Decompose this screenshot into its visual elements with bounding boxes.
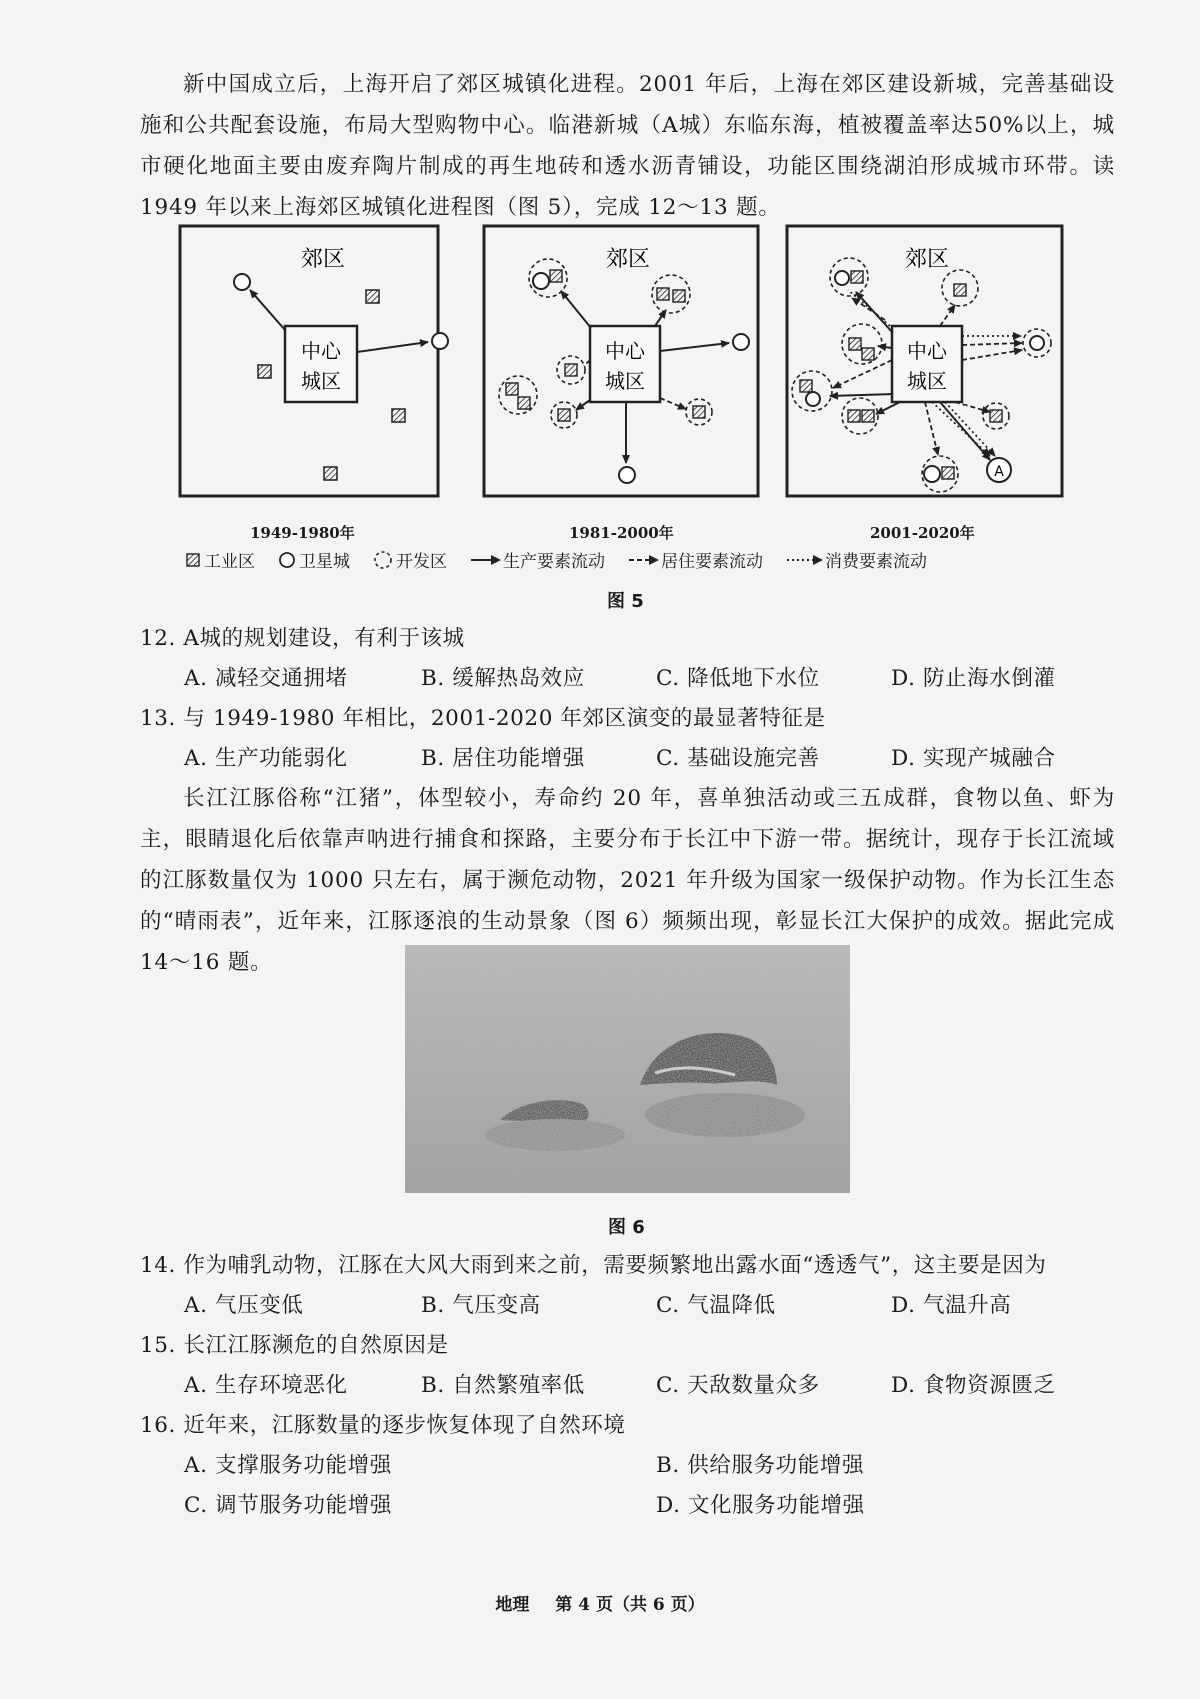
legend-residential: 居住要素流动 [627, 547, 763, 572]
suburb-label: 郊区 [300, 247, 346, 272]
q15-option-a: A. 生存环境恶化 [184, 1373, 348, 1398]
q16-option-d: D. 文化服务功能增强 [656, 1493, 865, 1518]
question-12-stem: 12. A城的规划建设，有利于该城 [140, 626, 465, 651]
center-label-2: 城区 [605, 369, 645, 393]
center-label-1: 中心 [907, 339, 947, 363]
center-label-1: 中心 [301, 339, 341, 363]
panel-2001-2020 [787, 226, 1062, 496]
q16-option-a: A. 支撑服务功能增强 [184, 1453, 392, 1478]
q15-option-d: D. 食物资源匮乏 [891, 1373, 1056, 1398]
q16-option-c: C. 调节服务功能增强 [184, 1493, 392, 1518]
q12-option-a: A. 减轻交通拥堵 [184, 666, 348, 691]
panel-caption-3: 2001-2020年 [870, 524, 975, 542]
suburb-label: 郊区 [904, 247, 950, 272]
q14-option-c: C. 气温降低 [656, 1293, 776, 1318]
q12-option-d: D. 防止海水倒灌 [891, 666, 1056, 691]
solid-arrow-icon [469, 553, 503, 567]
intro-paragraph-1: 新中国成立后，上海开启了郊区城镇化进程。2001 年后，上海在郊区建设新城，完善基础设施和公共配套设施，布局大型购物中心。临港新城（A城）东临东海，植被覆盖率达50%以上，城市硬化地面主要由废弃陶片制成的再生地砖和透水沥青铺设，功能区围绕湖泊形成城市环带。读 1949 年以来上海郊区城镇化进程图（图 5），完成 12～13 题。 [140, 72, 1115, 220]
center-label-1: 中心 [605, 339, 645, 363]
q14-option-d: D. 气温升高 [891, 1293, 1012, 1318]
question-16-stem: 16. 近年来，江豚数量的逐步恢复体现了自然环境 [140, 1413, 626, 1438]
question-14-stem: 14. 作为哺乳动物，江豚在大风大雨到来之前，需要频繁地出露水面“透透气”，这主要是因为 [140, 1253, 1047, 1278]
dotted-arrow-icon [785, 553, 825, 567]
panel-caption-2: 1981-2000年 [569, 524, 674, 542]
q12-option-c: C. 降低地下水位 [656, 666, 820, 691]
q14-option-a: A. 气压变低 [184, 1293, 304, 1318]
panel-1949-1980 [180, 226, 448, 496]
q15-option-b: B. 自然繁殖率低 [421, 1373, 585, 1398]
figure-6-caption: 图 6 [608, 1217, 645, 1238]
q12-option-b: B. 缓解热岛效应 [421, 666, 585, 691]
footer-subject: 地理 [495, 1595, 530, 1615]
q13-option-a: A. 生产功能弱化 [184, 746, 348, 771]
legend-production: 生产要素流动 [469, 547, 605, 572]
suburb-label: 郊区 [605, 247, 651, 272]
q16-option-b: B. 供给服务功能增强 [656, 1453, 865, 1478]
legend-consumption: 消费要素流动 [785, 547, 927, 572]
q15-option-c: C. 天敌数量众多 [656, 1373, 820, 1398]
intro-paragraph-2: 长江江豚俗称“江猪”，体型较小，寿命约 20 年，喜单独活动或三五成群，食物以鱼、虾为主，眼睛退化后依靠声呐进行捕食和探路，主要分布于长江中下游一带。据统计，现存于长江流域的江豚数量仅为 1000 只左右，属于濒危动物，2021 年升级为国家一级保护动物。作为长江生态的“晴雨表”，近年来，江豚逐浪的生动景象（图 6）频频出现，彰显长江大保护的成效。据此完成 14～16 题。 [140, 786, 1115, 975]
figure-6-photo [405, 945, 850, 1193]
panel-1981-2000 [484, 226, 758, 496]
industrial-zone-icon [184, 552, 204, 568]
development-zone-icon [372, 550, 396, 570]
legend-industrial: 工业区 [184, 547, 255, 572]
point-a-label: A [994, 464, 1004, 480]
q13-option-b: B. 居住功能增强 [421, 746, 585, 771]
figure-5-caption: 图 5 [607, 591, 644, 612]
legend-satellite: 卫星城 [277, 547, 350, 572]
q14-option-b: B. 气压变高 [421, 1293, 541, 1318]
page-footer [0, 1590, 1200, 1615]
figure-5-legend [184, 547, 949, 572]
dashed-arrow-icon [627, 553, 661, 567]
question-13-stem: 13. 与 1949-1980 年相比，2001-2020 年郊区演变的最显著特征是 [140, 706, 826, 731]
figure-5-diagram [0, 0, 1200, 560]
satellite-town-icon [277, 551, 299, 569]
center-label-2: 城区 [907, 369, 947, 393]
legend-devzone: 开发区 [372, 547, 447, 572]
panel-caption-1: 1949-1980年 [250, 524, 355, 542]
center-label-2: 城区 [301, 369, 341, 393]
q13-option-d: D. 实现产城融合 [891, 746, 1056, 771]
question-15-stem: 15. 长江江豚濒危的自然原因是 [140, 1333, 449, 1358]
footer-page-number: 第 4 页（共 6 页） [555, 1595, 705, 1615]
q13-option-c: C. 基础设施完善 [656, 746, 820, 771]
